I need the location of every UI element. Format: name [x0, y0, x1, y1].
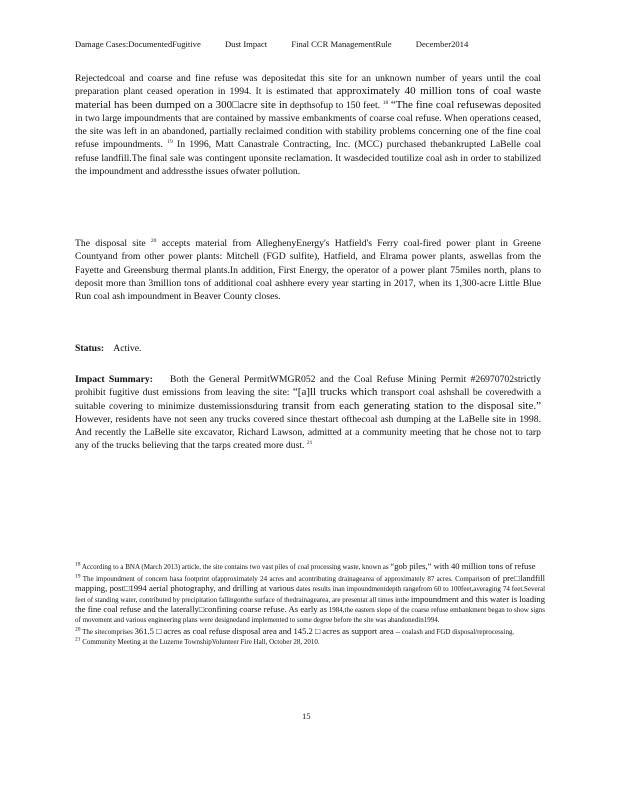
header-title: Damage Cases:DocumentedFugitive	[75, 39, 201, 49]
footnote-ref-18[interactable]: 18	[382, 99, 389, 106]
paragraph-site-history	[75, 72, 541, 178]
text-run: Rejectedcoal and coarse and fine refuse was depositedat this site for an unknown number of years until the coal preparation plant ceased operation in 1994. It is estimated that	[75, 73, 541, 98]
footnote-text: 1984,the eastern slope of the coarse refuse embankment began to show signs of movement and various engineering plans were designedand implemented to some degree before the site was abandonedin1994.	[75, 606, 546, 624]
text-run: Both the General PermitWMGR052 and the Coal Refuse Mining Permit #26970702strictly prohibit fugitive dust emissions from leaving the site:	[75, 374, 542, 399]
text-run: In 1996, Matt Canastrale Contracting, Inc. (MCC) purchased thebankrupted LaBelle coal refuse landfill.The final sale was contingent uponsite reclamation. It wasdecided toutilize coal ash in order to stabilized the impoundment and addressthe issues ofwater pollution.	[75, 139, 542, 178]
running-header	[75, 39, 545, 49]
footnotes	[75, 562, 545, 649]
footnote-text-large: n of pre□landfill mapping, post□1994 aerial photography, and drilling at various	[75, 572, 545, 594]
footnote-text: According to a BNA (March 2013) article, the site contains two vast piles of coal processing waste, known as	[81, 563, 389, 571]
status-value: Active.	[113, 343, 142, 354]
footnote-18	[75, 562, 545, 573]
paragraph-impact-summary	[75, 373, 541, 453]
text-run-large: “The fine coal refusewas	[390, 98, 502, 111]
footnote-text: Community Meeting at the Luzerne TownshipVolunteer Fire Hall, October 28, 2010.	[82, 638, 320, 647]
text-run-large: approximately 40 million tons of coal waste material has been dumped on a 300□acre site in	[75, 85, 541, 111]
paragraph-disposal-site	[75, 237, 541, 303]
footnote-20	[75, 627, 545, 638]
text-run: depthsofup to 150 feet.	[290, 99, 381, 111]
footnote-21	[75, 638, 545, 648]
text-run: deposited in two large impoundments that are contained by massive embankments of coarse coal refuse. When operations ceased, the site was left in an abandoned, partially reclaimed condition with stability problems concerning one of the fine coal refuse impoundments.	[75, 99, 542, 151]
footnote-ref-20[interactable]: 20	[150, 237, 157, 244]
text-run-large: “[a]ll trucks which	[292, 386, 378, 399]
footnote-ref-21[interactable]: 21	[306, 440, 313, 447]
footnote-text: coalash and FGD disposal/reprocessing.	[401, 627, 515, 636]
status-line	[75, 342, 541, 355]
text-run-large: transit from each generating station to the disposal site.”	[281, 399, 541, 412]
footnote-text-large: “gob piles,” with 40 million tons of refuse	[390, 561, 536, 571]
status-label: Status:	[75, 343, 105, 354]
footnote-number: 20	[75, 626, 81, 633]
footnote-text: The sitecomprises	[82, 627, 133, 636]
footnote-text: The impoundment of concern hasa footprint ofapproximately 24 acres and acontributing drainagearea of approximately 87 acres. Compariso	[82, 574, 486, 583]
footnote-text: dates results inan impoundmentdepth rangefrom 60 to 100feet,averaging 74 feet.Several feet of standing water, contributed by precipitation fallingonthe surface of thedrainagearea, are presentat all times inthe	[75, 585, 546, 604]
footnote-number: 19	[75, 573, 81, 580]
footnote-number: 21	[75, 636, 81, 643]
footnote-text-large: 361.5 □ acres as coal refuse disposal area and 145.2 □ acres as support area –	[134, 625, 401, 636]
text-run: The disposal site	[75, 238, 146, 249]
text-run: However, residents have not seen any trucks covered since thestart ofthecoal ash dumping at the LaBelle site in 1998. And recently the LaBelle site excavator, Richard Lawson, admitted at a community meeting that he chose not to tarp any of the trucks believing that the tarps created more dust.	[75, 413, 541, 452]
header-subtitle: Dust Impact	[224, 39, 268, 49]
footnote-number: 18	[75, 561, 81, 568]
footnote-ref-19[interactable]: 19	[167, 139, 173, 146]
footnote-text-large: impoundment and this water is loading the fine coal refuse and the laterally□confining coarse refuse. As early as	[75, 593, 546, 615]
header-rule-name: Final CCR ManagementRule	[291, 39, 392, 49]
impact-summary-label: Impact Summary:	[75, 374, 153, 385]
text-run: accepts material from AlleghenyEnergy's Hatfield's Ferry coal-fired power plant in Greene Countyand from other power plants: Mitchell (FGD sulfite), Hatfield, and Elrama power plants, aswellas from the Fayette and Greensburg thermal plants.In addition, First Energy, the operator of a power plant 75miles north, plans to deposit more than 3million tons of additional coal ashhere every year starting in 2017, when its 1,300-acre Little Blue Run coal ash impoundment in Beaver County closes.	[75, 238, 541, 303]
page-number: 15	[302, 711, 311, 721]
header-date: December2014	[415, 39, 469, 49]
footnote-19	[75, 574, 545, 626]
text-run: transport coal ashshall be coveredwith a suitable covering to minimize dustemissionsduring	[75, 387, 542, 412]
